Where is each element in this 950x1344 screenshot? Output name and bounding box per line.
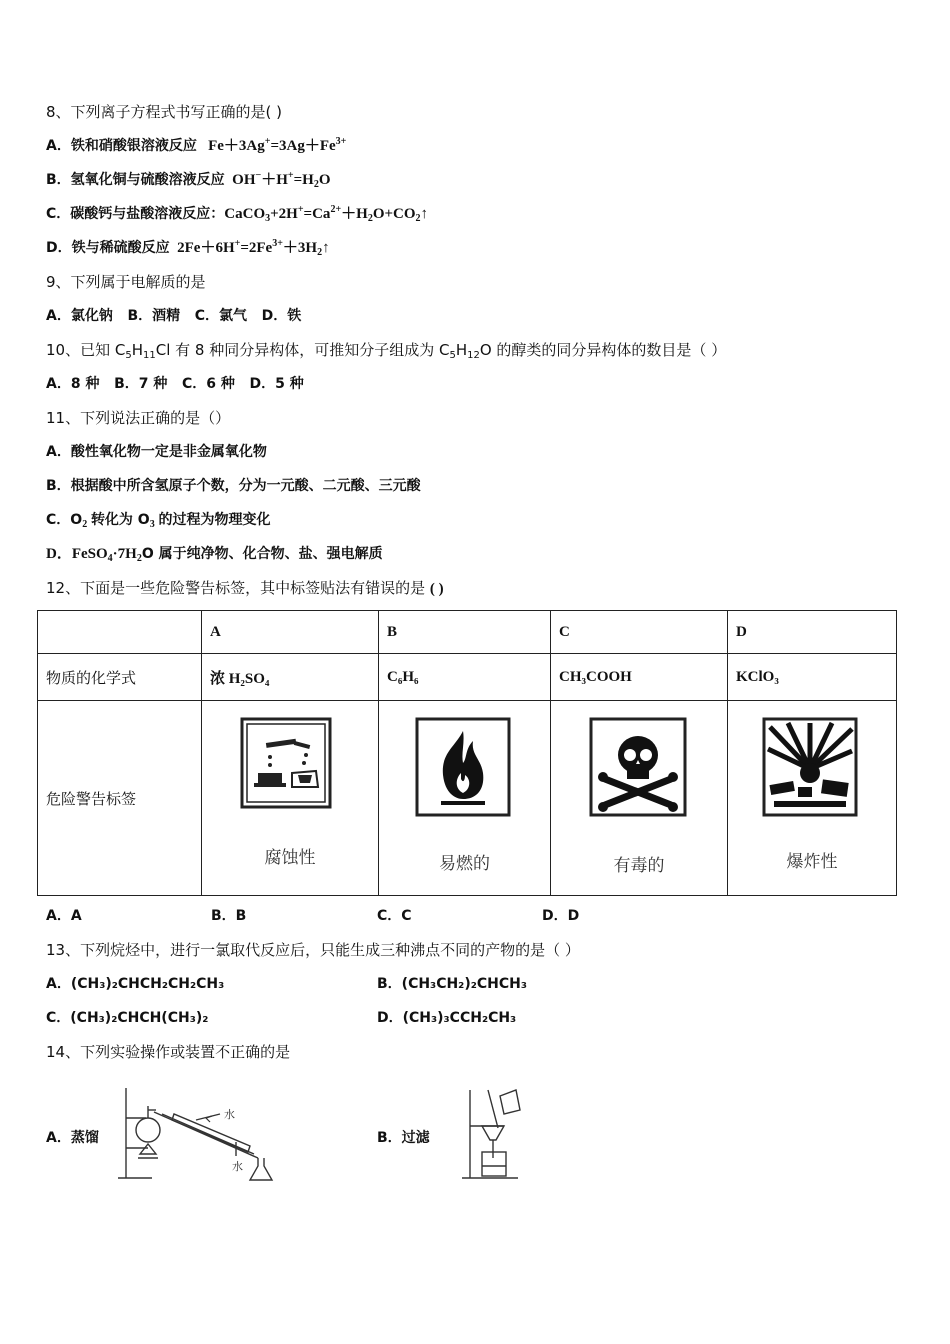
- formula-b: C₆H₆: [379, 654, 551, 701]
- q14-option-a: A．蒸馏: [46, 1130, 99, 1146]
- sign-caption-c: 有毒的: [613, 855, 665, 876]
- formula-a: 浓 H₂SO₄: [202, 654, 379, 701]
- skull-crossbones-icon: [589, 717, 687, 817]
- q14-option-b: B．过滤: [377, 1130, 430, 1146]
- q9-options: A．氯化钠 B．酒精 C．氯气 D．铁: [46, 308, 302, 324]
- q12-answer-c: C．C: [377, 908, 412, 924]
- table-header-empty: [38, 611, 202, 654]
- table-header-b: B: [379, 611, 551, 654]
- q8-option-a: A．铁和硝酸银溶液反应 $Fe+3Ag^+=3Ag+Fe^{3+}$: [46, 136, 347, 154]
- sign-cell-b: [379, 701, 551, 896]
- q11-stem: 11、下列说法正确的是（）: [46, 409, 231, 427]
- q12-answer-d: D．D: [542, 908, 580, 924]
- q12-answer-b: B．B: [211, 908, 247, 924]
- formula-c: CH₃COOH: [551, 654, 728, 701]
- sign-caption-a: 腐蚀性: [264, 847, 316, 868]
- formula-d: KClO₃: [728, 654, 897, 701]
- distillation-apparatus-icon: [112, 1084, 284, 1184]
- toxic-sign: [564, 711, 714, 886]
- q11-option-a: A．酸性氧化物一定是非金属氧化物: [46, 444, 267, 460]
- q8-stem: 8、下列离子方程式书写正确的是( ): [46, 103, 283, 121]
- sign-cell-c: [551, 701, 728, 896]
- corrosive-sign: [215, 711, 365, 886]
- filtration-apparatus-icon: [458, 1082, 524, 1182]
- sign-row-label: 危险警告标签: [38, 701, 202, 896]
- q8-option-b: B．氢氧化铜与硫酸溶液反应 $OH^-+H^+=H_2O$: [46, 170, 331, 190]
- flame-icon: [415, 717, 511, 817]
- q13-option-b: B．(CH₃CH₂)₂CHCH₃: [377, 976, 527, 992]
- q13-option-d: D．(CH₃)₃CCH₂CH₃: [377, 1010, 517, 1026]
- sign-cell-a: [202, 701, 379, 896]
- q10-options: A．8 种 B．7 种 C．6 种 D．5 种: [46, 376, 304, 392]
- table-header-c: C: [551, 611, 728, 654]
- q8-option-c: C．碳酸钙与盐酸溶液反应：$CaCO_3+2H^+=Ca^{2+}+H_2O+CO_2↑$: [46, 204, 429, 224]
- corrosive-icon: [240, 717, 332, 809]
- water-in-label: 水: [224, 1108, 235, 1121]
- q11-option-b: B．根据酸中所含氢原子个数，分为一元酸、二元酸、三元酸: [46, 478, 421, 494]
- sign-caption-b: 易燃的: [439, 853, 490, 874]
- sign-cell-d: [728, 701, 897, 896]
- q11-option-d: D．$FeSO_4\cdot 7H_2O$ 属于纯净物、化合物、盐、强电解质: [46, 546, 383, 564]
- q12-stem: 12、下面是一些危险警告标签，其中标签贴法有错误的是 ( ): [46, 579, 444, 597]
- table-header-d: D: [728, 611, 897, 654]
- q14-stem: 14、下列实验操作或装置不正确的是: [46, 1043, 291, 1061]
- q9-stem: 9、下列属于电解质的是: [46, 273, 206, 291]
- q13-option-c: C．(CH₃)₂CHCH(CH₃)₂: [46, 1010, 209, 1026]
- q13-stem: 13、下列烷烃中，进行一氯取代反应后，只能生成三种沸点不同的产物的是（ ）: [46, 941, 580, 959]
- table-header-a: A: [202, 611, 379, 654]
- explosive-sign: [737, 711, 887, 886]
- sign-caption-d: 爆炸性: [786, 851, 838, 872]
- q13-option-a: A．(CH₃)₂CHCH₂CH₂CH₃: [46, 976, 225, 992]
- q10-stem: 10、已知 $C_5H_{11}Cl$ 有 8 种同分异构体，可推知分子组成为 $C_5H_{12}O$ 的醇类的同分异构体的数目是（ ）: [46, 341, 727, 361]
- water-out-label: 水: [232, 1160, 243, 1173]
- explosion-icon: [762, 717, 858, 817]
- q12-answer-a: A．A: [46, 908, 82, 924]
- hazard-table: [37, 610, 897, 896]
- formula-row-label: 物质的化学式: [38, 654, 202, 701]
- q8-option-d: D．铁与稀硫酸反应 $2Fe+6H^+=2Fe^{3+}+3H_2↑$: [46, 238, 330, 258]
- flammable-sign: [390, 711, 540, 886]
- q11-option-c: C．$O_2$ 转化为 $O_3$ 的过程为物理变化: [46, 512, 271, 530]
